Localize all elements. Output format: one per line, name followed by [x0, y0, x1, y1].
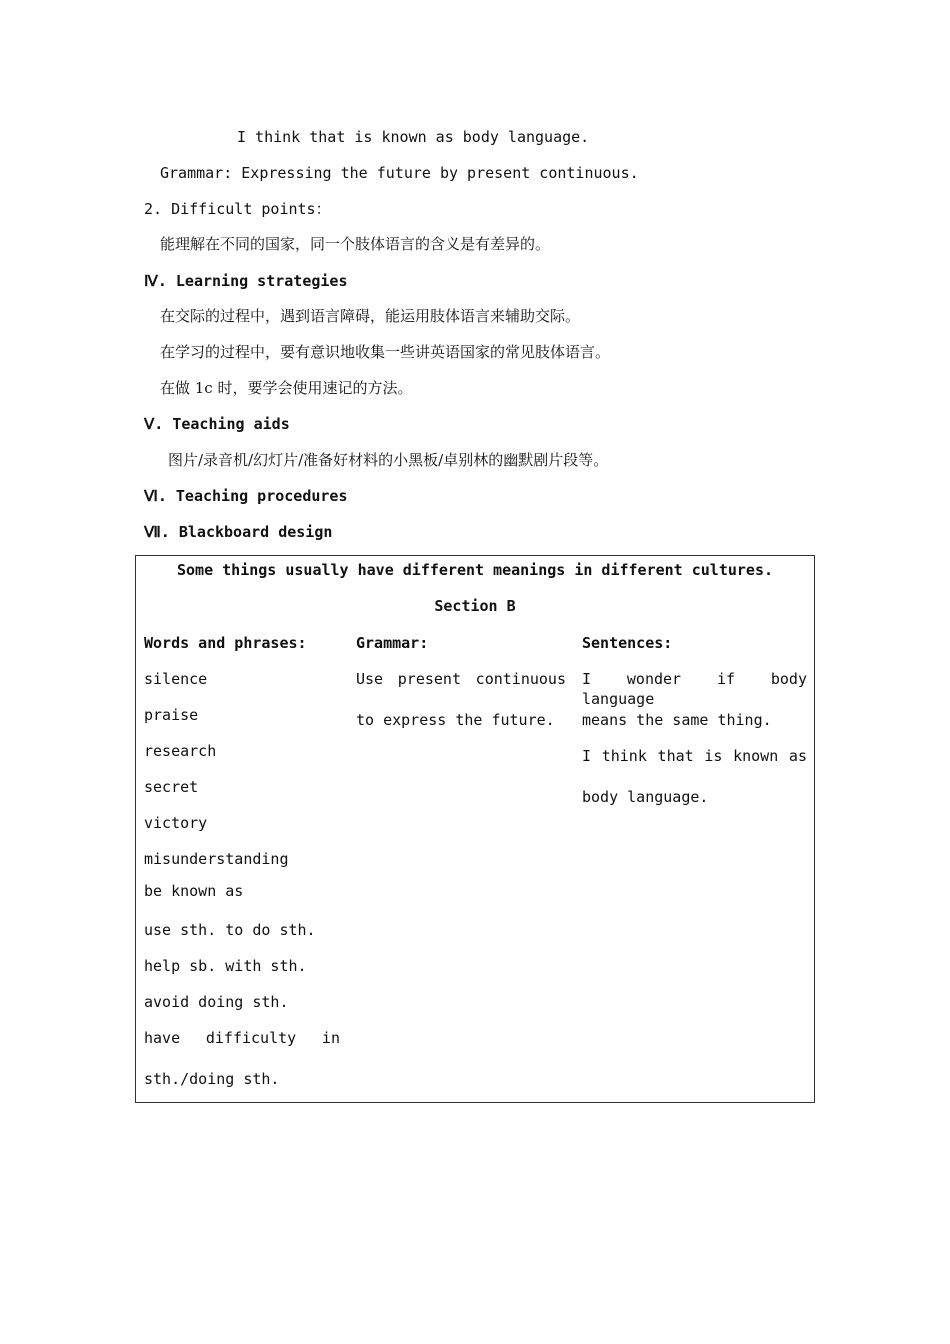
word-item: misunderstanding: [144, 850, 289, 868]
grammar-text: Use present continuous: [356, 670, 566, 688]
word-item: help sb. with sth.: [144, 957, 307, 975]
grammar-objective: Grammar: Expressing the future by present continuous.: [160, 164, 639, 182]
strategy-item: 在学习的过程中，要有意识地收集一些讲英语国家的常见肢体语言。: [160, 343, 611, 361]
word-item: use sth. to do sth.: [144, 921, 316, 939]
words-heading: Words and phrases:: [144, 634, 307, 652]
sentence-text: body language.: [582, 788, 709, 806]
word-item: praise: [144, 706, 199, 724]
sentence-text: I think that is known as: [582, 747, 807, 765]
sentence-text: means the same thing.: [582, 711, 772, 729]
word-item: silence: [144, 670, 208, 688]
word-item: have difficulty in: [144, 1029, 340, 1047]
sentence-text: I wonder if body language: [582, 670, 807, 708]
blackboard-title: Some things usually have different meanings in different cultures.: [176, 561, 774, 579]
word-item: sth./doing sth.: [144, 1070, 280, 1088]
word-item: research: [144, 742, 217, 760]
teaching-aids-heading: Ⅴ. Teaching aids: [144, 415, 290, 433]
word-item: be known as: [144, 882, 244, 900]
grammar-text: to express the future.: [356, 711, 555, 729]
teaching-aids-text: 图片/录音机/幻灯片/准备好材料的小黑板/卓别林的幽默剧片段等。: [168, 451, 609, 469]
difficult-points-text: 能理解在不同的国家，同一个肢体语言的含义是有差异的。: [160, 235, 551, 253]
blackboard-section: Section B: [434, 597, 516, 615]
learning-strategies-heading: Ⅳ. Learning strategies: [144, 272, 348, 290]
strategy-item: 在交际的过程中，遇到语言障碍，能运用肢体语言来辅助交际。: [160, 307, 581, 325]
difficult-points-heading: 2. Difficult points：: [144, 200, 331, 218]
key-sentence: I think that is known as body language.: [237, 128, 590, 146]
sentences-heading: Sentences:: [582, 634, 673, 652]
strategy-item: 在做 1c 时，要学会使用速记的方法。: [160, 379, 413, 397]
word-item: avoid doing sth.: [144, 993, 289, 1011]
word-item: victory: [144, 814, 208, 832]
word-item: secret: [144, 778, 199, 796]
blackboard-design-heading: Ⅶ. Blackboard design: [144, 523, 333, 541]
teaching-procedures-heading: Ⅵ. Teaching procedures: [144, 487, 348, 505]
grammar-heading: Grammar:: [356, 634, 429, 652]
blackboard-box: [135, 555, 815, 1103]
